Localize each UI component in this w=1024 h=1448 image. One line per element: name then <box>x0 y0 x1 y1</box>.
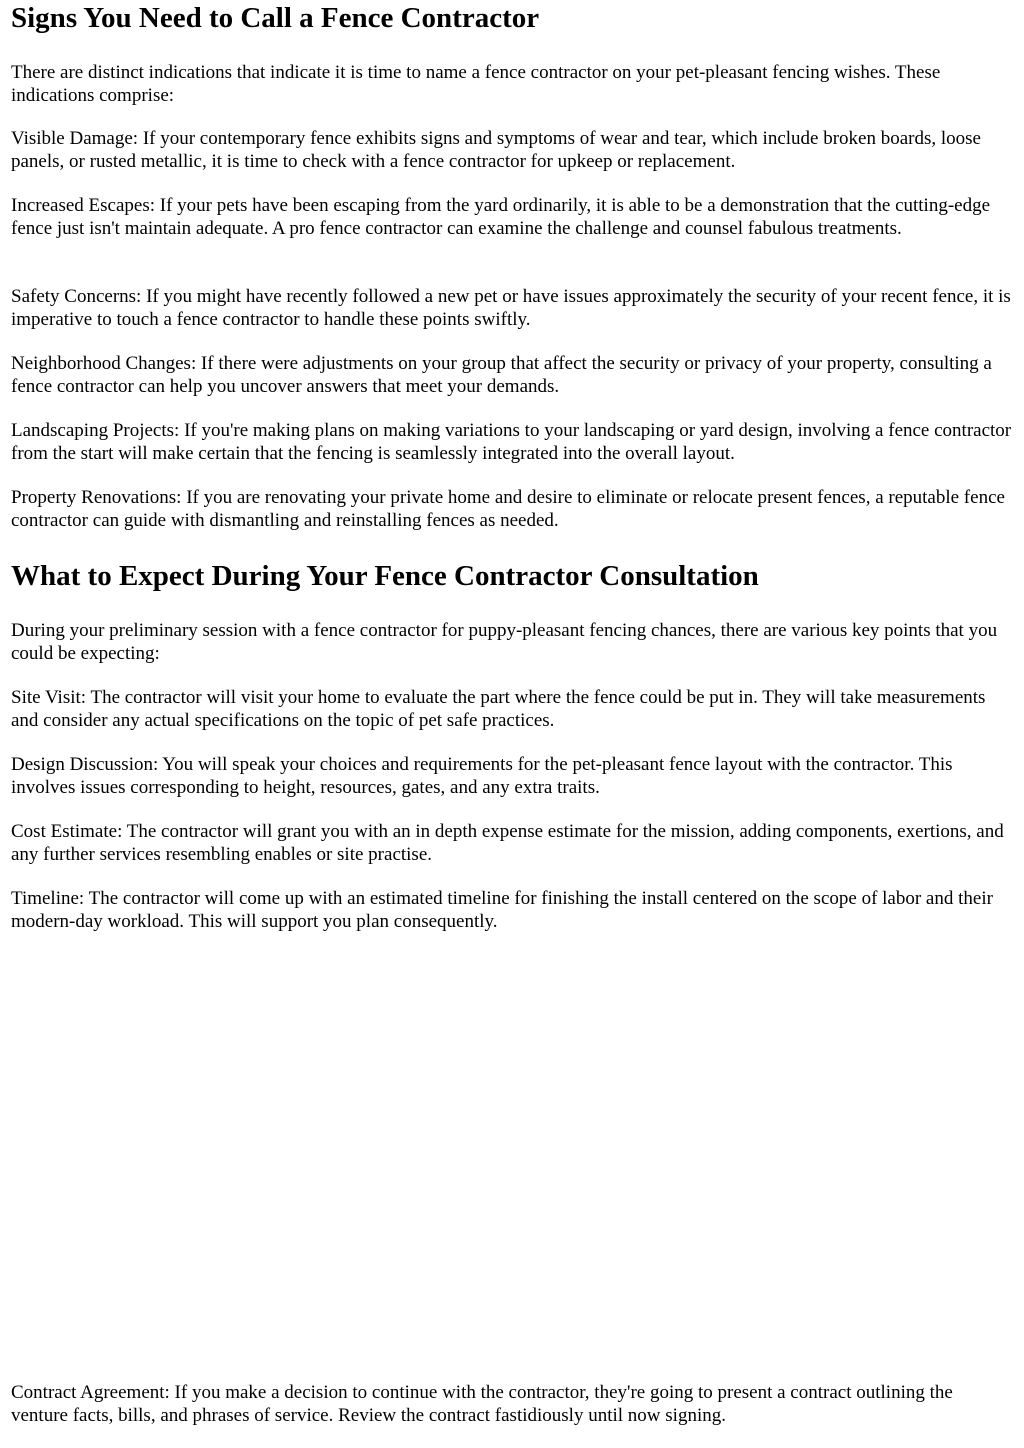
paragraph-contract-agreement: Contract Agreement: If you make a decision to continue with the contractor, they're going to present a contract outlining the venture facts, bills, and phrases of service. Review the contract fastidiously until now signing. <box>11 1382 953 1426</box>
paragraph-visible-damage: Visible Damage: If your contemporary fence exhibits signs and symptoms of wear and tear, which include broken boards, loose panels, or rusted metallic, it is time to check with a fence contractor for upkeep or replacement. <box>11 128 981 172</box>
section-heading-signs: Signs You Need to Call a Fence Contractor <box>11 2 540 34</box>
paragraph-intro-consultation: During your preliminary session with a fence contractor for puppy-pleasant fencing chances, there are various key points that you could be expecting: <box>11 620 998 664</box>
paragraph-neighborhood-changes: Neighborhood Changes: If there were adjustments on your group that affect the security or privacy of your property, consulting a fence contractor can help you uncover answers that meet your demands. <box>11 353 992 397</box>
paragraph-landscaping-projects: Landscaping Projects: If you're making plans on making variations to your landscaping or yard design, involving a fence contractor from the start will make certain that the fencing is seamlessly integrated into the overall layout. <box>11 420 1012 464</box>
paragraph-property-renovations: Property Renovations: If you are renovating your private home and desire to eliminate or relocate present fences, a reputable fence contractor can guide with dismantling and reinstalling fences as needed. <box>11 487 1005 531</box>
paragraph-increased-escapes: Increased Escapes: If your pets have been escaping from the yard ordinarily, it is able to be a demonstration that the cutting-edge fence just isn't maintain adequate. A pro fence contractor can examine the challenge and counsel fabulous treatments. <box>11 195 991 239</box>
paragraph-timeline: Timeline: The contractor will come up with an estimated timeline for finishing the install centered on the scope of labor and their modern-day workload. This will support you plan consequently. <box>11 888 993 932</box>
paragraph-design-discussion: Design Discussion: You will speak your choices and requirements for the pet-pleasant fence layout with the contractor. This involves issues corresponding to height, resources, gates, and any extra traits. <box>11 754 953 798</box>
paragraph-intro-signs: There are distinct indications that indicate it is time to name a fence contractor on your pet-pleasant fencing wishes. These indications comprise: <box>11 62 941 106</box>
section-heading-consultation: What to Expect During Your Fence Contractor Consultation <box>11 560 759 592</box>
paragraph-safety-concerns: Safety Concerns: If you might have recently followed a new pet or have issues approximately the security of your recent fence, it is imperative to touch a fence contractor to handle these points swiftly. <box>11 286 1011 330</box>
paragraph-cost-estimate: Cost Estimate: The contractor will grant you with an in depth expense estimate for the mission, adding components, exertions, and any further services resembling enables or site practise. <box>11 821 1004 865</box>
paragraph-site-visit: Site Visit: The contractor will visit your home to evaluate the part where the fence could be put in. They will take measurements and consider any actual specifications on the topic of pet safe practices. <box>11 687 986 731</box>
